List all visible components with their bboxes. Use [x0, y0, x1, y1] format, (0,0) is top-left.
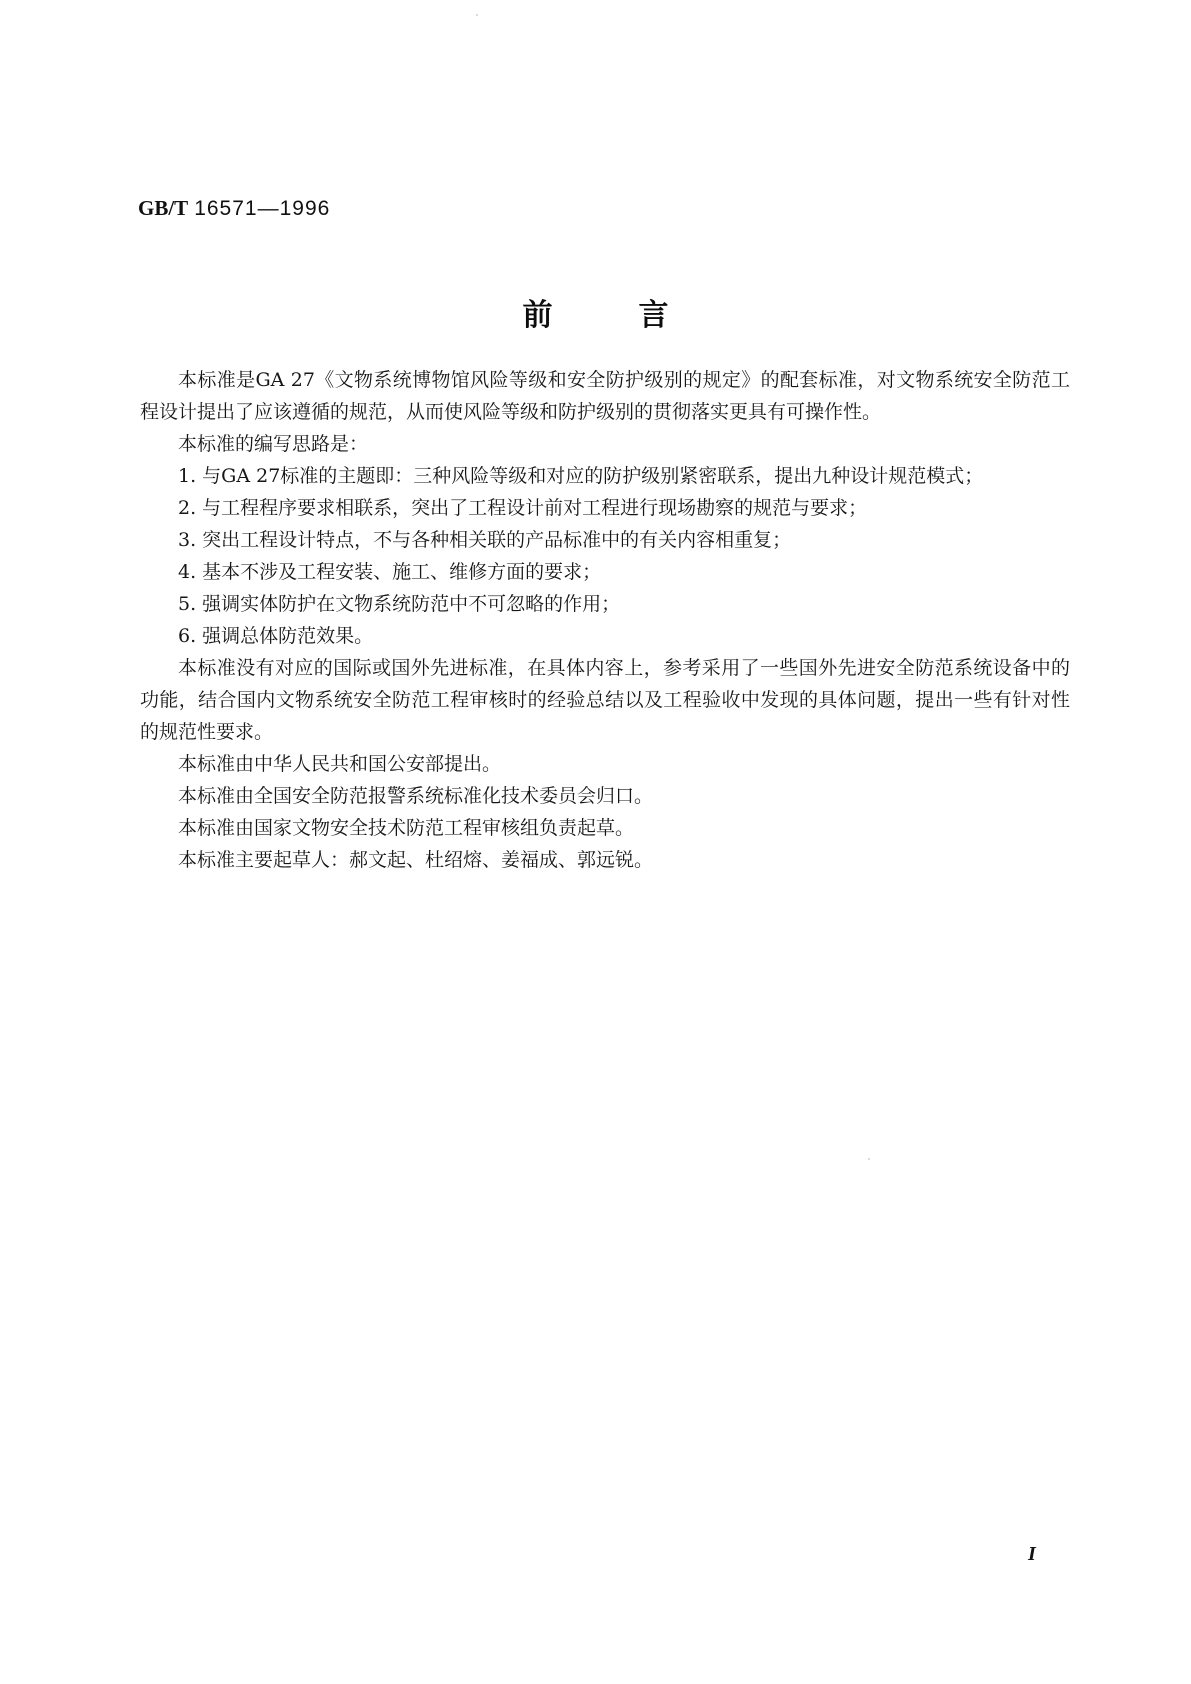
- list-item-2: 2. 与工程程序要求相联系，突出了工程设计前对工程进行现场勘察的规范与要求；: [178, 497, 868, 519]
- page-number: I: [1028, 1543, 1036, 1565]
- list-item-1: 1. 与GA 27标准的主题即：三种风险等级和对应的防护级别紧密联系，提出九种设计规范模式；: [178, 465, 984, 487]
- paragraph-approach-heading: 本标准的编写思路是：: [178, 433, 369, 455]
- paragraph-reference: 本标准没有对应的国际或国外先进标准，在具体内容上，参考采用了一些国外先进安全防范系统设备中的功能，结合国内文物系统安全防范工程审核时的经验总结以及工程验收中发现的具体问题，提出一些有针对性的规范性要求。: [140, 657, 1070, 743]
- standard-prefix: GB/T: [138, 196, 189, 220]
- scan-speck: [868, 1158, 870, 1160]
- foreword-body: [140, 364, 1070, 876]
- standard-number: 16571—1996: [194, 197, 331, 220]
- paragraph-committee: 本标准由全国安全防范报警系统标准化技术委员会归口。: [178, 785, 654, 807]
- list-item-6: 6. 强调总体防范效果。: [178, 625, 374, 647]
- standard-code: [138, 196, 330, 221]
- title-char-1: 前: [522, 298, 553, 333]
- list-item-3: 3. 突出工程设计特点，不与各种相关联的产品标准中的有关内容相重复；: [178, 529, 792, 551]
- paragraph-drafters: 本标准主要起草人：郝文起、杜绍熔、姜福成、郭远锐。: [178, 849, 654, 871]
- paragraph-intro: 本标准是GA 27《文物系统博物馆风险等级和安全防护级别的规定》的配套标准，对文物系统安全防范工程设计提出了应该遵循的规范，从而使风险等级和防护级别的贯彻落实更具有可操作性。: [140, 369, 1070, 423]
- page-title: [0, 290, 1191, 334]
- title-char-2: 言: [638, 298, 669, 333]
- list-item-5: 5. 强调实体防护在文物系统防范中不可忽略的作用；: [178, 593, 621, 615]
- list-item-4: 4. 基本不涉及工程安装、施工、维修方面的要求；: [178, 561, 602, 583]
- paragraph-drafter-org: 本标准由国家文物安全技术防范工程审核组负责起草。: [178, 817, 635, 839]
- paragraph-proposer: 本标准由中华人民共和国公安部提出。: [178, 753, 502, 775]
- scan-speck: [476, 14, 478, 16]
